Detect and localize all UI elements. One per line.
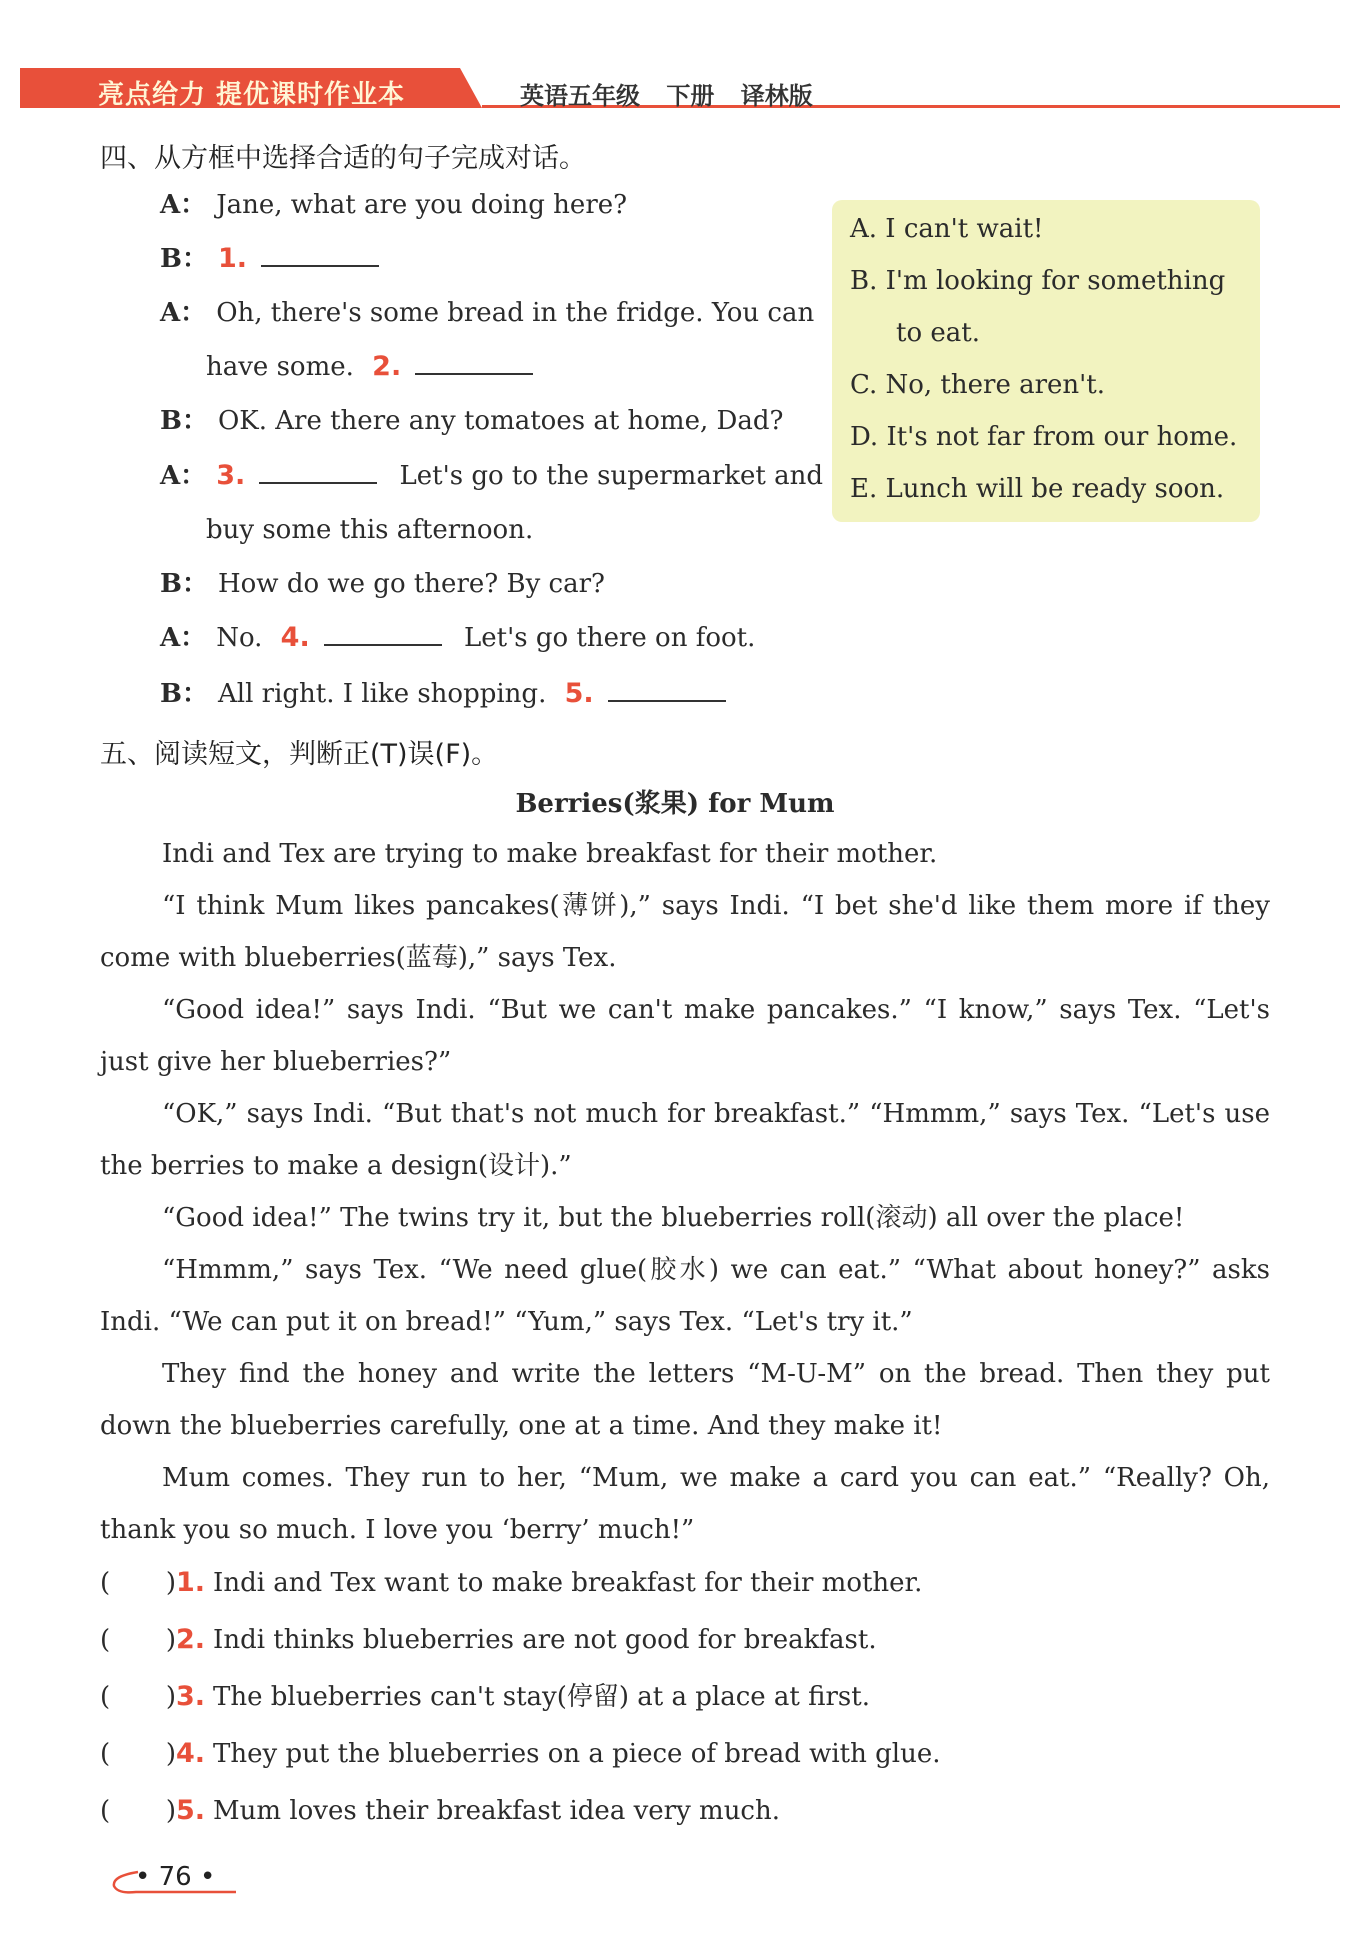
option-e: E. Lunch will be ready soon. [850, 474, 1225, 504]
speaker-label: B： [160, 569, 208, 599]
story-title: Berries(浆果) for Mum [515, 789, 835, 819]
answer-blank-5[interactable] [608, 678, 726, 702]
option-a: A. I can't wait! [850, 214, 1044, 244]
answer-paren[interactable]: ( ) [100, 1568, 176, 1598]
dialogue-line-3 [160, 296, 814, 330]
dialogue-text: Let's go there on foot. [463, 623, 756, 653]
speaker-label: A： [160, 190, 207, 220]
story-paragraph-4: “OK,” says Indi. “But that's not much for breakfast.” “Hmmm,” says Tex. “Let's use the berries to make a design(设计).” [100, 1099, 1270, 1181]
dialogue-text: Oh, there's some bread in the fridge. You can [216, 298, 815, 328]
header-grade-info: 英语五年级 下册 译林版 [520, 82, 813, 110]
dialogue-text: How do we go there? By car? [217, 569, 605, 599]
question-number: 2. [176, 1624, 206, 1655]
speaker-label: A： [160, 623, 207, 653]
option-d: D. It's not far from our home. [850, 422, 1238, 452]
dialogue-line-4 [206, 350, 539, 384]
answer-paren[interactable]: ( ) [100, 1682, 176, 1712]
answer-blank-3[interactable] [259, 460, 377, 484]
answer-blank-4[interactable] [324, 622, 442, 646]
dialogue-line-9 [160, 621, 755, 655]
page-header [20, 68, 1340, 108]
story-paragraph-8: Mum comes. They run to her, “Mum, we make a card you can eat.” “Really? Oh, thank you so much. I love you ‘berry’ much!” [100, 1463, 1270, 1545]
dialogue-line-1 [160, 188, 627, 222]
dialogue-text: No. [216, 623, 263, 653]
dialogue-text: buy some this afternoon. [206, 515, 534, 545]
speaker-label: B： [160, 679, 208, 709]
story-paragraph-7: They find the honey and write the letters “M-U-M” on the bread. Then they put down the blueberries carefully, one at a time. And they make it! [100, 1359, 1270, 1441]
option-c: C. No, there aren't. [850, 370, 1106, 400]
dialogue-line-6 [160, 459, 823, 493]
question-text: Indi and Tex want to make breakfast for their mother. [213, 1568, 923, 1598]
question-number: 5. [176, 1795, 206, 1826]
judge-question-2 [100, 1623, 877, 1657]
answer-blank-2[interactable] [415, 351, 533, 375]
story-paragraph-6: “Hmmm,” says Tex. “We need glue(胶水) we can eat.” “What about honey?” asks Indi. “We can put it on bread!” “Yum,” says Tex. “Let's try it.” [100, 1255, 1270, 1337]
question-text: Indi thinks blueberries are not good for breakfast. [213, 1625, 877, 1655]
story-paragraph-5: “Good idea!” The twins try it, but the blueberries roll(滚动) all over the place! [162, 1203, 1185, 1233]
answer-paren[interactable]: ( ) [100, 1625, 176, 1655]
blank-number: 5. [564, 678, 594, 709]
dialogue-text: have some. [206, 352, 354, 382]
options-box [832, 200, 1260, 522]
dialogue-line-5 [160, 404, 783, 438]
judge-question-5 [100, 1794, 780, 1828]
question-number: 4. [176, 1738, 206, 1769]
blank-number: 1. [217, 243, 248, 274]
dialogue-line-10 [160, 677, 732, 711]
question-number: 3. [176, 1681, 206, 1712]
option-b: B. I'm looking for something [850, 266, 1226, 296]
judge-question-4 [100, 1737, 941, 1771]
section-5-title: 五、阅读短文，判断正(T)误(F)。 [100, 739, 499, 770]
blank-number: 3. [216, 460, 246, 491]
dialogue-text: All right. I like shopping. [217, 679, 547, 709]
blank-number: 4. [280, 622, 310, 653]
speaker-label: B： [160, 406, 208, 436]
dialogue-line-2 [160, 242, 385, 276]
header-brand-title: 亮点给力 提优课时作业本 [98, 80, 406, 110]
dialogue-text: Jane, what are you doing here? [216, 190, 628, 220]
answer-blank-1[interactable] [261, 243, 379, 267]
dialogue-text: Let's go to the supermarket and [399, 461, 824, 491]
answer-paren[interactable]: ( ) [100, 1739, 176, 1769]
speaker-label: B： [160, 244, 208, 274]
story-paragraph-2: “I think Mum likes pancakes(薄饼),” says Indi. “I bet she'd like them more if they come with blueberries(蓝莓),” says Tex. [100, 891, 1270, 973]
speaker-label: A： [160, 298, 207, 328]
speaker-label: A： [160, 461, 207, 491]
question-text: They put the blueberries on a piece of bread with glue. [213, 1739, 941, 1769]
question-number: 1. [176, 1567, 206, 1598]
judge-question-1 [100, 1566, 922, 1600]
dialogue-line-7 [206, 513, 533, 547]
judge-question-3 [100, 1680, 870, 1714]
story-paragraph-1: Indi and Tex are trying to make breakfast for their mother. [162, 839, 938, 869]
dialogue-text: OK. Are there any tomatoes at home, Dad? [217, 406, 784, 436]
blank-number: 2. [372, 351, 402, 382]
story-paragraph-3: “Good idea!” says Indi. “But we can't make pancakes.” “I know,” says Tex. “Let's just give her blueberries?” [100, 995, 1270, 1077]
question-text: Mum loves their breakfast idea very much. [213, 1796, 781, 1826]
answer-paren[interactable]: ( ) [100, 1796, 176, 1826]
question-text: The blueberries can't stay(停留) at a place at first. [213, 1682, 870, 1712]
dialogue-line-8 [160, 567, 605, 601]
page-number: • 76 • [135, 1862, 216, 1892]
section-4-title: 四、从方框中选择合适的句子完成对话。 [100, 143, 586, 174]
option-b-continued: to eat. [896, 318, 980, 348]
